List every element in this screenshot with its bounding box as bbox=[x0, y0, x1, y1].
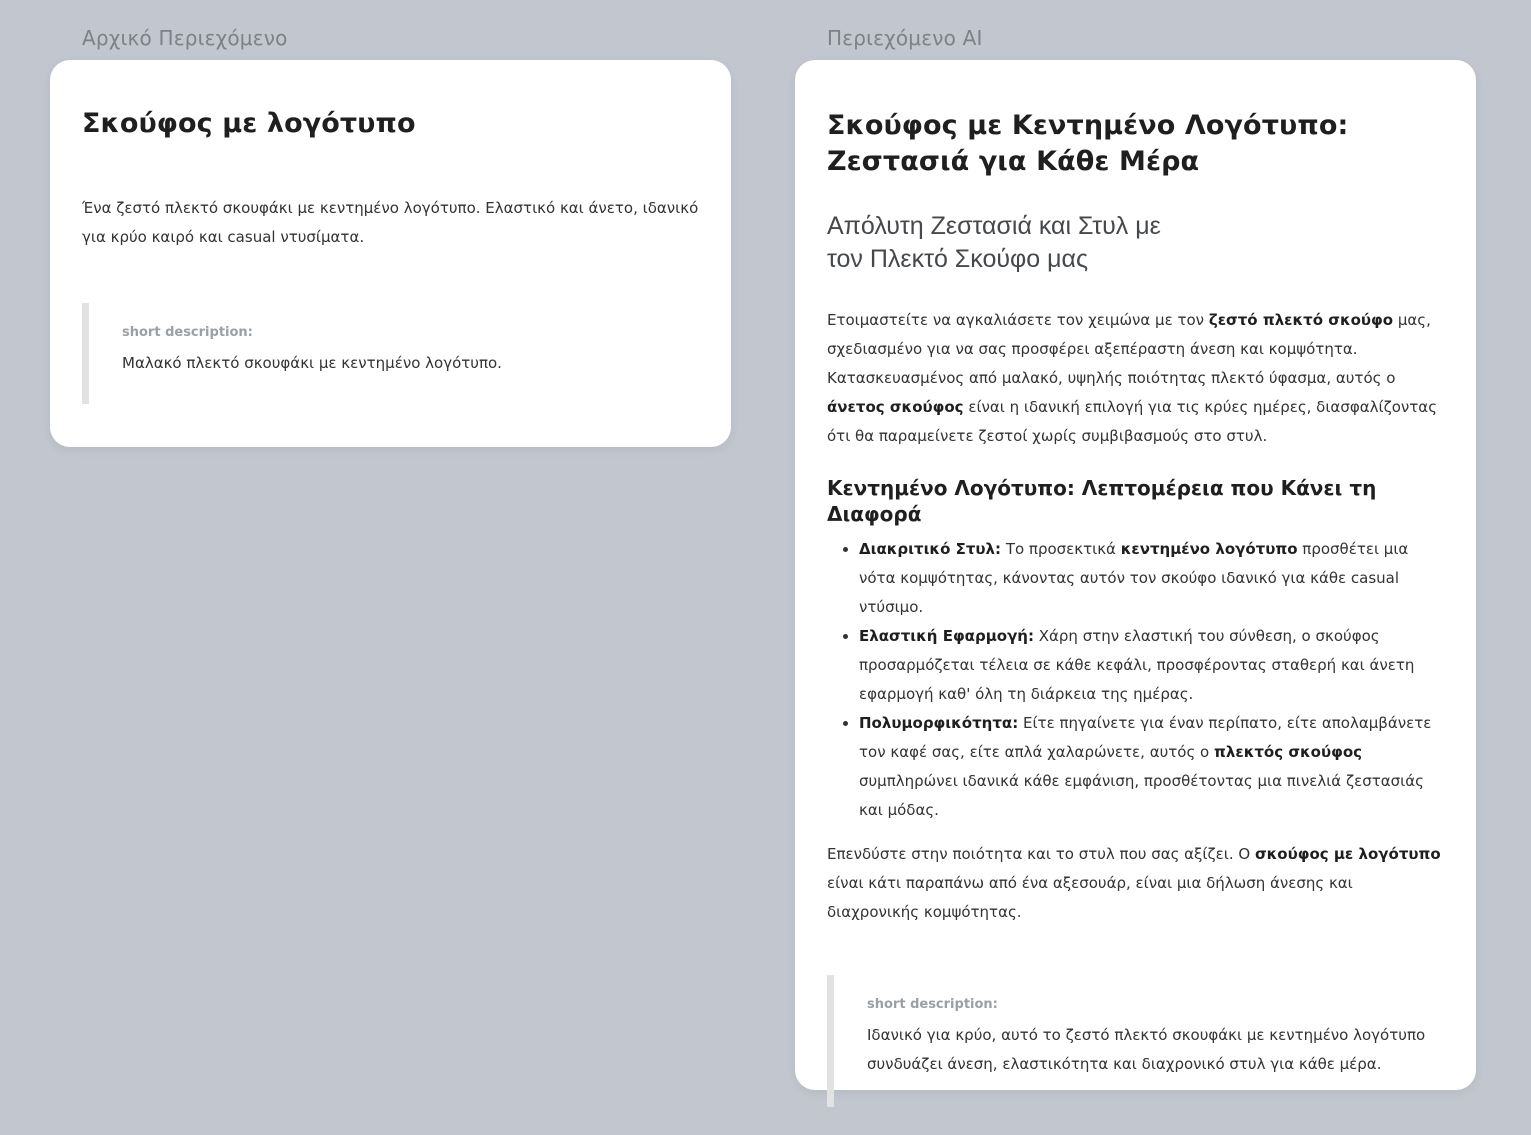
intro-text-3: είναι η ιδανική επιλογή για τις κρύες ημέρες, διασφαλίζοντας ότι θα παραμείνετε ζεστοί χωρίς συμβιβασμούς στο στυλ. bbox=[827, 398, 1438, 445]
ai-title: Σκούφος με Κεντημένο Λογότυπο: Ζεστασιά για Κάθε Μέρα bbox=[827, 110, 1349, 177]
feature-title: Πολυμορφικότητα: bbox=[859, 714, 1019, 732]
feature-item bbox=[859, 622, 1446, 709]
outro-text-2: είναι κάτι παραπάνω από ένα αξεσουάρ, είναι μια δήλωση άνεσης και διαχρονικής κομψότητας. bbox=[827, 874, 1353, 921]
intro-bold-2: άνετος σκούφος bbox=[827, 398, 964, 416]
original-content-label: Αρχικό Περιεχόμενο bbox=[82, 26, 288, 50]
ai-section-heading: Κεντημένο Λογότυπο: Λεπτομέρεια που Κάνει τη Διαφορά bbox=[827, 476, 1377, 526]
feature-text: Το προσεκτικά bbox=[1001, 540, 1121, 558]
feature-list bbox=[827, 535, 1446, 825]
original-content-card bbox=[50, 60, 731, 447]
feature-text: Είτε πηγαίνετε για έναν περίπατο, είτε απολαμβάνετε τον καφέ σας, είτε απλά χαλαρώνετε, αυτός ο bbox=[859, 714, 1432, 761]
outro-text-1: Επενδύστε στην ποιότητα και το στυλ που σας αξίζει. Ο bbox=[827, 845, 1255, 863]
feature-text: Χάρη στην ελαστική του σύνθεση, ο σκούφος προσαρμόζεται τέλεια σε κάθε κεφάλι, προσφέροντας σταθερή και άνετη εφαρμογή καθ' όλη τη διάρκεια της ημέρας. bbox=[859, 627, 1415, 703]
original-description: Ένα ζεστό πλεκτό σκουφάκι με κεντημένο λογότυπο. Ελαστικό και άνετο, ιδανικό για κρύο καιρό και casual ντυσίματα. bbox=[82, 199, 699, 246]
outro-bold: σκούφος με λογότυπο bbox=[1254, 845, 1441, 863]
intro-text-2: μας, σχεδιασμένο για να σας προσφέρει αξεπέραστη άνεση και κομψότητα. Κατασκευασμένος από μαλακό, υψηλής ποιότητας πλεκτό ύφασμα, αυτός ο bbox=[827, 311, 1431, 387]
feature-text: συμπληρώνει ιδανικά κάθε εμφάνιση, προσθέτοντας μια πινελιά ζεστασιάς και μόδας. bbox=[859, 772, 1424, 819]
short-description-label: short description: bbox=[867, 997, 998, 1012]
feature-title: Ελαστική Εφαρμογή: bbox=[859, 627, 1034, 645]
ai-content-label: Περιεχόμενο AI bbox=[827, 26, 983, 50]
ai-subtitle: Απόλυτη Ζεστασιά και Στυλ με τον Πλεκτό Σκούφο μας bbox=[827, 212, 1161, 273]
short-description-label: short description: bbox=[122, 325, 253, 340]
feature-item bbox=[859, 709, 1446, 825]
ai-intro-paragraph bbox=[827, 306, 1446, 451]
original-short-description-block bbox=[82, 303, 699, 404]
original-title: Σκούφος με λογότυπο bbox=[82, 108, 416, 139]
feature-bold: κεντημένο λογότυπο bbox=[1120, 540, 1298, 558]
feature-bold: πλεκτός σκούφος bbox=[1213, 743, 1363, 761]
feature-text: προσθέτει μια νότα κομψότητας, κάνοντας αυτόν τον σκούφο ιδανικό για κάθε casual ντύσιμο. bbox=[859, 540, 1409, 616]
intro-bold-1: ζεστό πλεκτό σκούφο bbox=[1208, 311, 1394, 329]
ai-outro-paragraph bbox=[827, 840, 1446, 927]
feature-item bbox=[859, 535, 1446, 622]
ai-short-description-block bbox=[827, 975, 1446, 1107]
short-description-text: Μαλακό πλεκτό σκουφάκι με κεντημένο λογότυπο. bbox=[122, 354, 502, 372]
ai-content-card bbox=[795, 60, 1476, 1090]
intro-text-1: Ετοιμαστείτε να αγκαλιάσετε τον χειμώνα με τον bbox=[827, 311, 1209, 329]
short-description-text: Ιδανικό για κρύο, αυτό το ζεστό πλεκτό σκουφάκι με κεντημένο λογότυπο συνδυάζει άνεση, ελαστικότητα και διαχρονικό στυλ για κάθε μέρα. bbox=[867, 1026, 1426, 1073]
feature-title: Διακριτικό Στυλ: bbox=[859, 540, 1002, 558]
